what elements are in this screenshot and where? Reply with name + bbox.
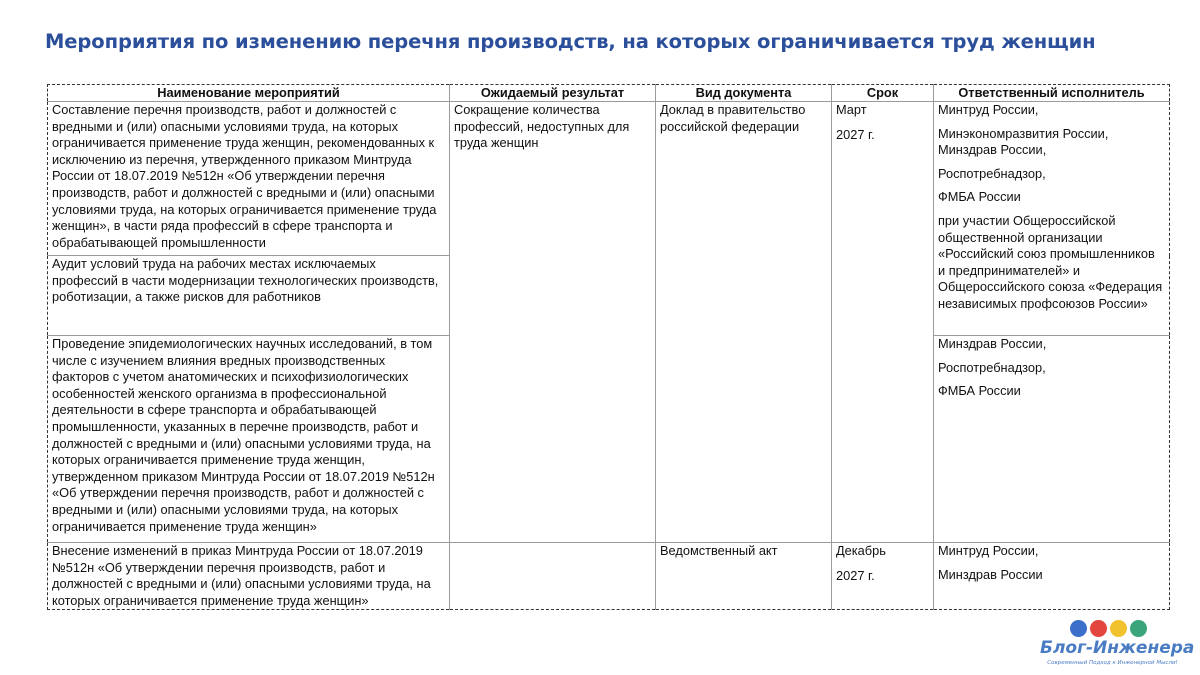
- header-event-name: Наименование мероприятий: [48, 85, 450, 102]
- responsible-item: Минтруд России,: [938, 102, 1039, 117]
- result-cell: Сокращение количества профессий, недоступных для труда женщин: [450, 102, 656, 543]
- event-cell: Составление перечня производств, работ и должностей с вредными и (или) опасными условиями труда, на которых ограничивается применение труда женщин, рекомендованных к исключению из перечня, утвержденного приказом Минтруда России от 18.07.2019 №512н «Об утверждении перечня производств, работ и должностей с вредными и (или) опасными условиями труда, на которых ограничивается применение труда женщин», в части ряда профессий в сфере транспорта и обрабатывающей промышленности: [48, 102, 450, 256]
- blog-logo[interactable]: [1040, 620, 1195, 672]
- doc-type-cell: Ведомственный акт: [656, 543, 832, 610]
- responsible-cell: [934, 543, 1170, 610]
- responsible-item: Минздрав России: [938, 566, 1043, 582]
- header-deadline: Срок: [832, 85, 934, 102]
- responsible-item: ФМБА России: [938, 189, 1021, 205]
- deadline-cell: [832, 543, 934, 610]
- responsible-item: Минздрав России,: [938, 142, 1047, 158]
- responsible-item: Роспотребнадзор,: [938, 165, 1046, 181]
- deadline-month: Декабрь: [836, 543, 886, 558]
- responsible-item: при участии Общероссийской общественной организации «Российский союз промышленников и предпринимателей» и Общероссийского союза «Федерация независимых профсоюзов России»: [938, 212, 1163, 311]
- deadline-cell: [832, 102, 934, 543]
- event-cell: Внесение изменений в приказ Минтруда России от 18.07.2019 №512н «Об утверждении перечня производств, работ и должностей с вредными и (или) опасными условиями труда, на которых ограничивается применение труда женщин»: [48, 543, 450, 610]
- face-icon: [1090, 620, 1107, 637]
- face-icon: [1070, 620, 1087, 637]
- deadline-year: 2027 г.: [836, 126, 875, 142]
- page-title: Мероприятия по изменению перечня производств, на которых ограничивается труд женщин: [45, 30, 1096, 53]
- responsible-item: Минтруд России,: [938, 543, 1039, 558]
- deadline-year: 2027 г.: [836, 567, 875, 583]
- responsible-cell: [934, 336, 1170, 543]
- face-icon: [1130, 620, 1147, 637]
- responsible-item: Минэкономразвития России,: [938, 125, 1109, 141]
- event-cell: Проведение эпидемиологических научных исследований, в том числе с изучением влияния вредных производственных факторов с учетом анатомических и психофизиологических особенностей женского организма в профессиональной деятельности в сфере транспорта и обрабатывающей промышленности, указанных в перечне производств, работ и должностей с вредными и (или) опасными условиями труда, на которых ограничивается применение труда женщин, утвержденном приказом Минтруда России от 18.07.2019 №512н «Об утверждении перечня производств, работ и должностей с вредными и (или) опасными условиями труда, на которых ограничивается применение труда женщин»: [48, 336, 450, 543]
- measures-table: [47, 84, 1170, 610]
- header-responsible: Ответственный исполнитель: [934, 85, 1170, 102]
- event-cell: Аудит условий труда на рабочих местах исключаемых профессий в части модернизации технологических производств, роботизации, а также рисков для работников: [48, 256, 450, 336]
- logo-name: Блог-Инженера: [1040, 638, 1195, 658]
- responsible-item: Минздрав России,: [938, 336, 1047, 351]
- result-cell-empty: [450, 543, 656, 610]
- header-document-type: Вид документа: [656, 85, 832, 102]
- face-icon: [1110, 620, 1127, 637]
- table-header-row: [48, 85, 1170, 102]
- doc-type-cell: Доклад в правительство российской федерации: [656, 102, 832, 543]
- responsible-cell: [934, 102, 1170, 336]
- responsible-item: ФМБА России: [938, 383, 1021, 399]
- header-expected-result: Ожидаемый результат: [450, 85, 656, 102]
- table-row: [48, 543, 1170, 610]
- table-row: [48, 102, 1170, 256]
- responsible-item: Роспотребнадзор,: [938, 359, 1046, 375]
- deadline-month: Март: [836, 102, 867, 117]
- logo-tagline: Современный Подход к Инженерной Мысли!: [1047, 660, 1178, 666]
